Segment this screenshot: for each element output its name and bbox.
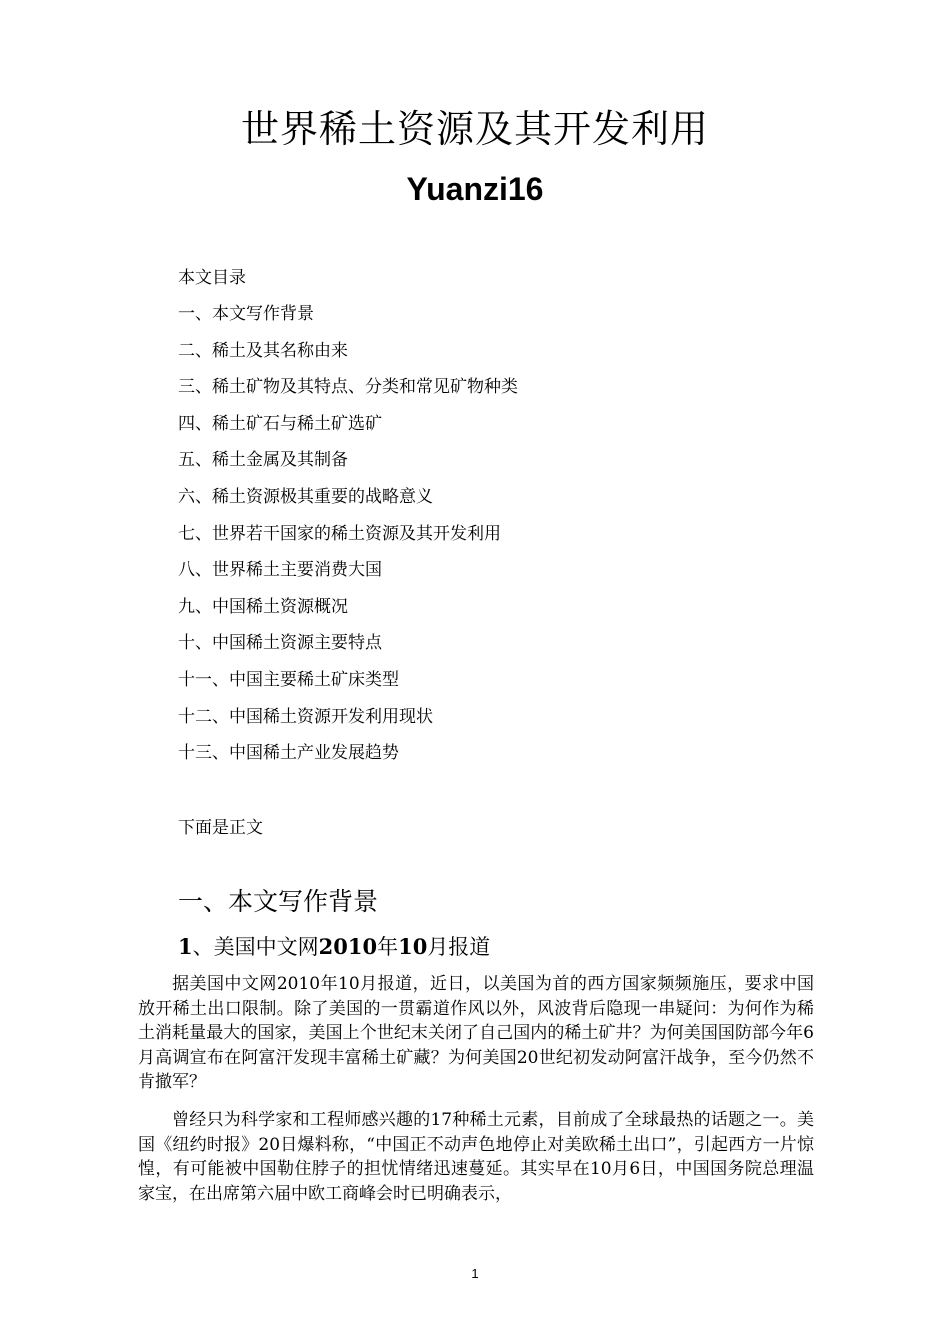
toc-item: 七、世界若干国家的稀土资源及其开发利用	[178, 523, 501, 544]
subsection-text: 年	[377, 935, 399, 959]
toc-item: 二、稀土及其名称由来	[178, 340, 348, 361]
toc-item: 八、世界稀土主要消费大国	[178, 560, 382, 581]
toc-item: 十一、中国主要稀土矿床类型	[178, 669, 399, 690]
toc-item: 十、中国稀土资源主要特点	[178, 633, 382, 654]
page-number: 1	[471, 1266, 479, 1281]
toc-item: 十二、中国稀土资源开发利用现状	[178, 706, 433, 727]
paragraph-text: 据美国中文网2010年10月报道，近日，以美国为首的西方国家频频施压，要求中国放开稀土出口限制。除了美国的一贯霸道作风以外，风波背后隐现一串疑问：为何作为稀土消耗量最大的国家，美国上个世纪末关闭了自己国内的稀土矿井？为何美国国防部今年6月高调宣布在阿富汗发现丰富稀土矿藏？为何美国20世纪初发动阿富汗战争，至今仍然不肯撤军？	[138, 974, 814, 1092]
body-paragraph	[138, 1108, 814, 1206]
toc-item: 一、本文写作背景	[178, 304, 314, 324]
body-paragraph	[138, 972, 814, 1095]
toc-item: 三、稀土矿物及其特点、分类和常见矿物种类	[178, 377, 518, 398]
toc-item: 五、稀土金属及其制备	[178, 450, 348, 471]
document-title: 世界稀土资源及其开发利用	[240, 107, 709, 151]
body-intro: 下面是正文	[178, 818, 263, 838]
subsection-number: 1	[178, 934, 193, 959]
subsection-month: 10	[398, 934, 428, 959]
subsection-text: 月报道	[427, 935, 491, 959]
paragraph-text: 曾经只为科学家和工程师感兴趣的17种稀土元素，目前成了全球最热的话题之一。美国《纽约时报》20日爆料称，“中国正不动声色地停止对美欧稀土出口”，引起西方一片惊惶，有可能被中国勒住脖子的担忧情绪迅速蔓延。其实早在10月6日，中国国务院总理温家宝，在出席第六届中欧工商峰会时已明确表示，	[138, 1110, 814, 1204]
subsection-heading	[178, 932, 490, 962]
toc-item: 十三、中国稀土产业发展趋势	[178, 743, 399, 764]
subsection-text: 、美国中文网	[192, 935, 319, 959]
toc-item: 六、稀土资源极其重要的战略意义	[178, 486, 433, 507]
toc-heading: 本文目录	[178, 268, 246, 288]
subsection-year: 2010	[318, 934, 378, 959]
document-author: Yuanzi16	[406, 171, 544, 207]
table-of-contents	[178, 302, 518, 778]
toc-item: 九、中国稀土资源概况	[178, 596, 348, 617]
section-heading: 一、本文写作背景	[178, 887, 379, 916]
toc-item: 四、稀土矿石与稀土矿选矿	[178, 413, 382, 434]
